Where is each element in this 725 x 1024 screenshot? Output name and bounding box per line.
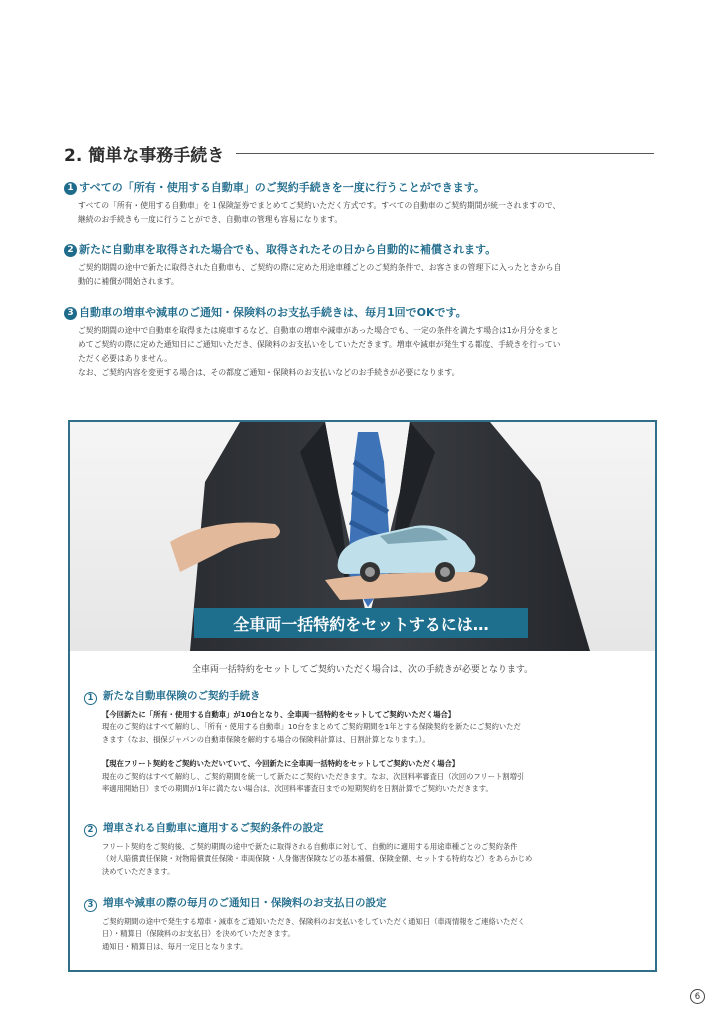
body-line: 継続のお手続きも一度に行うことができ、自動車の管理も容易になります。 (78, 215, 343, 224)
step-body (102, 841, 644, 879)
page-number: 6 (690, 989, 705, 1004)
step-body (102, 916, 644, 954)
body-line: 現在のご契約はすべて解約し、「所有・使用する自動車」10台をまとめてご契約期間を1年とする保険契約を新たにご契約いただ (102, 722, 521, 731)
feature-title: すべての「所有・使用する自動車」のご契約手続きを一度に行うことができます。 (79, 181, 485, 194)
body-line: 動的に補償が開始されます。 (78, 277, 179, 286)
feature-title: 新たに自動車を取得された場合でも、取得されたその日から自動的に補償されます。 (79, 243, 497, 256)
businessman-car-photo (70, 422, 655, 651)
step-title: 新たな自動車保険のご契約手続き (103, 690, 261, 702)
body-line: ご契約期間の途中で自動車を取得または廃車するなど、自動車の増車や減車があった場合でも、一定の条件を満たす場合は1か月分をまと (78, 326, 559, 335)
body-line: 通知日・精算日は、毎月一定日となります。 (102, 941, 248, 951)
body-line: きます（なお、損保ジャパンの自動車保険を解約する場合の保険料計算は、日割計算となります。）。 (102, 734, 430, 744)
number-badge: 1 (64, 182, 77, 195)
step-number: 1 (84, 692, 97, 705)
step-1 (84, 688, 644, 796)
body-line: 決めていただきます。 (102, 866, 175, 876)
body-line: すべての「所有・使用する自動車」を１保険証券でまとめてご契約いただく方式です。すべての自動車のご契約期間が統一されますので、 (78, 201, 561, 210)
body-line: （対人賠償責任保険・対物賠償責任保険・車両保険・人身傷害保険などの基本補償、保険金額、セットする特約など）をあらかじめ (102, 854, 533, 863)
step-number: 2 (84, 824, 97, 837)
body-line: 率適用開始日）までの期間が1年に満たない場合は、次回料率審査日までの短期契約を日割計算でご契約いただきます。 (102, 784, 493, 793)
feature-body (78, 324, 664, 380)
body-line: ご契約期間の途中で新たに取得された自動車も、ご契約の際に定めた用途車種ごとのご契約条件で、お客さまの管理下に入ったときから自 (78, 263, 562, 272)
banner-title: 全車両一括特約をセットするには… (194, 608, 528, 638)
step-3 (84, 895, 644, 953)
feature-item-2 (64, 242, 664, 289)
feature-title: 自動車の増車や減車のご通知・保険料のお支払手続きは、毎月1回でOKです。 (79, 306, 467, 319)
number-badge: 3 (64, 307, 77, 320)
feature-body (78, 199, 664, 227)
section-title: 2. 簡単な事務手続き (64, 145, 225, 166)
body-line: 現在のご契約はすべて解約し、ご契約期間を統一して新たにご契約いただきます。なお、次回料率審査日（次回のフリート割増引 (102, 771, 525, 781)
step-2 (84, 820, 644, 878)
body-line: フリート契約をご契約後、ご契約期間の途中で新たに取得される自動車に対して、自動的に適用する用途車種ごとのご契約条件 (102, 841, 518, 851)
body-line: ただく必要はありません。 (78, 354, 173, 363)
box-intro: 全車両一括特約をセットしてご契約いただく場合は、次の手続きが必要となります。 (191, 665, 534, 675)
step-title: 増車や減車の際の毎月のご通知日・保険料のお支払日の設定 (103, 897, 387, 909)
feature-item-3 (64, 305, 664, 380)
body-line: ご契約期間の途中で発生する増車・減車をご通知いただき、保険料のお支払いをしていただく通知日（車両情報をご連絡いただく (102, 916, 525, 926)
body-line: 日）・精算日（保険料のお支払日）を決めていただきます。 (102, 929, 295, 938)
case-heading: 【今回新たに「所有・使用する自動車」が10台となり、全車両一括特約をセットしてご契約いただく場合】 (102, 709, 456, 719)
step-body (102, 709, 644, 796)
step-number: 3 (84, 899, 97, 912)
feature-item-1 (64, 180, 664, 227)
number-badge: 2 (64, 244, 77, 257)
body-line: なお、ご契約内容を変更する場合は、その都度ご通知・保険料のお支払いなどのお手続きが必要になります。 (78, 368, 460, 377)
title-rule (236, 153, 654, 154)
body-line: めてご契約の際に定めた通知日にご通知いただき、保険料のお支払いをしていただきます。増車や減車が発生する都度、手続きを行ってい (78, 340, 561, 349)
procedure-box (68, 420, 657, 972)
step-title: 増車される自動車に適用するご契約条件の設定 (103, 822, 324, 834)
section-heading (64, 140, 654, 166)
feature-body (78, 261, 664, 289)
case-heading: 【現在フリート契約をご契約いただいていて、今回新たに全車両一括特約をセットしてご契約いただく場合】 (102, 759, 460, 768)
